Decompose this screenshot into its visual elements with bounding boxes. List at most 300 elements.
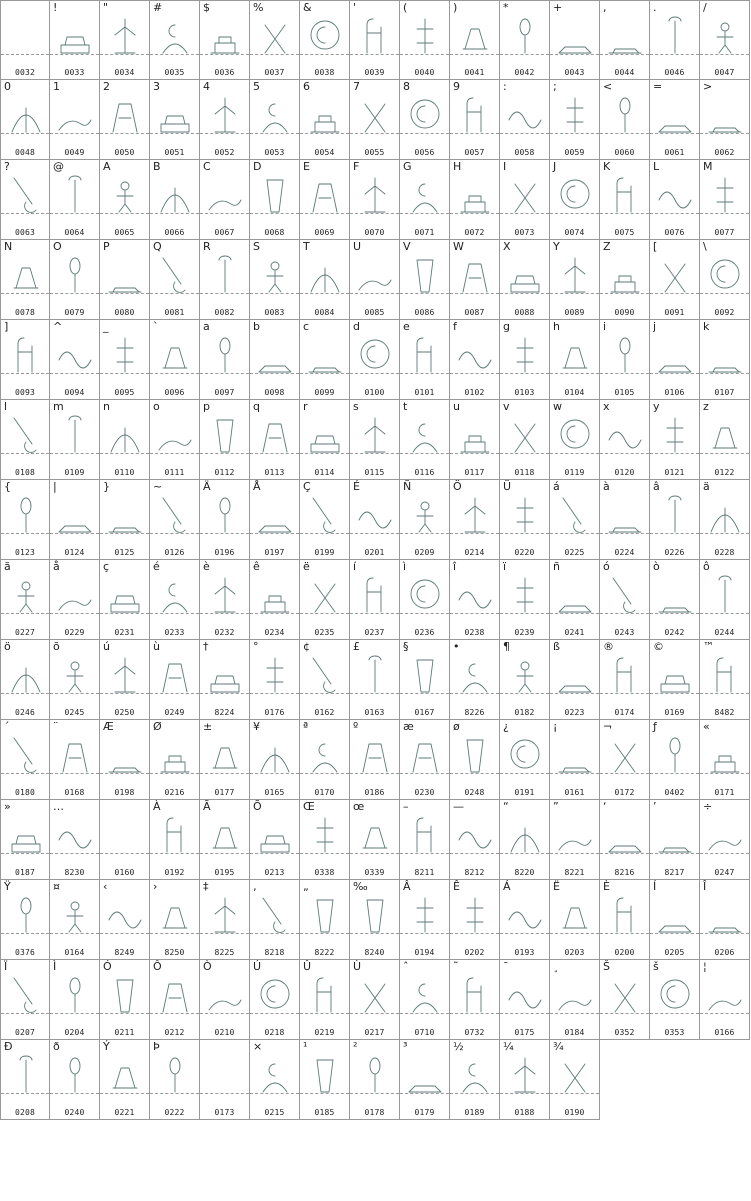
glyph-character: Þ	[153, 1040, 160, 1053]
glyph-code: 0047	[714, 68, 735, 77]
glyph-code: 0077	[714, 228, 735, 237]
glyph-character: ’	[653, 800, 657, 813]
glyph-character: R	[203, 240, 211, 253]
glyph-cell	[250, 400, 300, 480]
hieroglyph-icon	[605, 15, 645, 55]
hieroglyph-icon	[655, 254, 695, 294]
glyph-character: â	[653, 480, 660, 493]
hieroglyph-icon	[55, 254, 95, 294]
hieroglyph-icon	[255, 734, 295, 774]
glyph-code: 0065	[114, 228, 135, 237]
glyph-code: 0170	[314, 788, 335, 797]
glyph-cell	[300, 480, 350, 560]
glyph-code: 0125	[114, 548, 135, 557]
hieroglyph-icon	[705, 814, 745, 854]
baseline	[1, 54, 49, 55]
glyph-cell	[300, 320, 350, 400]
hieroglyph-icon	[505, 814, 545, 854]
hieroglyph-icon	[355, 574, 395, 614]
glyph-character: Ç	[303, 480, 311, 493]
glyph-code: 0242	[664, 628, 685, 637]
glyph-character: Ò	[203, 960, 212, 973]
glyph-character: ó	[603, 560, 610, 573]
hieroglyph-icon	[555, 1054, 595, 1094]
hieroglyph-icon	[55, 1054, 95, 1094]
glyph-character: Æ	[103, 720, 114, 733]
glyph-code: 0219	[314, 1028, 335, 1037]
hieroglyph-icon	[155, 1054, 195, 1094]
glyph-cell	[650, 560, 700, 640]
glyph-character: g	[503, 320, 510, 333]
glyph-character: Õ	[253, 800, 262, 813]
glyph-cell	[150, 0, 200, 80]
glyph-code: 0732	[464, 1028, 485, 1037]
hieroglyph-icon	[405, 894, 445, 934]
glyph-character: ¨	[53, 720, 59, 733]
glyph-code: 0197	[264, 548, 285, 557]
glyph-code: 0194	[414, 948, 435, 957]
glyph-character: ¬	[603, 720, 613, 733]
glyph-code: 0234	[264, 628, 285, 637]
hieroglyph-icon	[555, 414, 595, 454]
glyph-cell	[450, 400, 500, 480]
glyph-cell	[550, 480, 600, 560]
glyph-cell	[250, 560, 300, 640]
glyph-cell	[500, 880, 550, 960]
glyph-code: 0177	[214, 788, 235, 797]
glyph-cell	[600, 160, 650, 240]
glyph-cell	[300, 240, 350, 320]
hieroglyph-icon	[405, 15, 445, 55]
hieroglyph-icon	[6, 94, 46, 134]
glyph-code: 0180	[14, 788, 36, 797]
glyph-code: 0107	[714, 388, 735, 397]
hieroglyph-icon	[405, 654, 445, 694]
hieroglyph-icon	[455, 94, 495, 134]
glyph-code: 0214	[464, 548, 485, 557]
glyph-character: ò	[653, 560, 660, 573]
hieroglyph-icon	[255, 894, 295, 934]
hieroglyph-icon	[605, 494, 645, 534]
hieroglyph-icon	[205, 734, 245, 774]
glyph-cell	[250, 160, 300, 240]
glyph-character: f	[453, 320, 457, 333]
glyph-code: 0189	[464, 1108, 485, 1117]
hieroglyph-icon	[55, 974, 95, 1014]
hieroglyph-icon	[305, 174, 345, 214]
hieroglyph-icon	[555, 334, 595, 374]
hieroglyph-icon	[305, 254, 345, 294]
glyph-cell	[100, 400, 150, 480]
hieroglyph-icon	[505, 654, 545, 694]
glyph-character: Y	[553, 240, 560, 253]
glyph-code: 0106	[664, 388, 685, 397]
glyph-cell	[650, 320, 700, 400]
glyph-cell	[700, 640, 750, 720]
glyph-code: 0084	[314, 308, 335, 317]
glyph-code: 0250	[114, 708, 135, 717]
glyph-code: 0184	[564, 1028, 585, 1037]
hieroglyph-icon	[55, 94, 95, 134]
glyph-cell	[250, 960, 300, 1040]
glyph-cell	[400, 0, 450, 80]
hieroglyph-icon	[355, 974, 395, 1014]
hieroglyph-icon	[355, 174, 395, 214]
glyph-cell	[200, 880, 250, 960]
glyph-cell	[0, 560, 50, 640]
hieroglyph-icon	[205, 574, 245, 614]
glyph-character: 4	[203, 80, 210, 93]
hieroglyph-icon	[605, 414, 645, 454]
hieroglyph-icon	[705, 574, 745, 614]
hieroglyph-icon	[105, 94, 145, 134]
glyph-code: 0247	[714, 868, 735, 877]
glyph-code: 0238	[464, 628, 485, 637]
glyph-cell	[700, 80, 750, 160]
glyph-cell	[400, 1040, 450, 1120]
glyph-cell	[650, 160, 700, 240]
glyph-code: 0215	[264, 1108, 285, 1117]
glyph-character: Ö	[453, 480, 462, 493]
glyph-cell	[50, 320, 100, 400]
glyph-cell	[500, 320, 550, 400]
hieroglyph-icon	[305, 574, 345, 614]
glyph-cell	[150, 640, 200, 720]
hieroglyph-icon	[205, 414, 245, 454]
hieroglyph-icon	[605, 734, 645, 774]
glyph-cell	[350, 80, 400, 160]
glyph-code: 0099	[314, 388, 335, 397]
hieroglyph-icon	[355, 814, 395, 854]
glyph-cell	[250, 80, 300, 160]
glyph-character: é	[153, 560, 160, 573]
glyph-character: ª	[303, 720, 309, 733]
glyph-code: 0376	[14, 948, 36, 957]
glyph-code: 0174	[614, 708, 635, 717]
glyph-character: ƒ	[653, 720, 657, 733]
glyph-code: 0239	[514, 628, 535, 637]
glyph-character: [	[653, 240, 658, 253]
glyph-character: t	[403, 400, 408, 413]
hieroglyph-icon	[205, 94, 245, 134]
glyph-cell	[450, 720, 500, 800]
glyph-code: 0208	[14, 1108, 36, 1117]
glyph-cell	[300, 640, 350, 720]
glyph-cell	[450, 80, 500, 160]
glyph-code: 0162	[314, 708, 335, 717]
glyph-code: 8482	[714, 708, 735, 717]
glyph-code: 0050	[114, 148, 135, 157]
glyph-character: ”	[553, 800, 559, 813]
hieroglyph-icon	[505, 734, 545, 774]
glyph-character: ]	[4, 320, 9, 333]
glyph-character: #	[153, 1, 163, 14]
glyph-character: Z	[603, 240, 611, 253]
glyph-character: «	[703, 720, 710, 733]
glyph-character: ê	[253, 560, 260, 573]
glyph-cell	[550, 640, 600, 720]
glyph-cell	[50, 480, 100, 560]
glyph-cell	[50, 160, 100, 240]
glyph-cell	[150, 880, 200, 960]
glyph-code: 0081	[164, 308, 185, 317]
glyph-cell	[200, 80, 250, 160]
glyph-character: !	[53, 1, 58, 14]
glyph-cell	[600, 880, 650, 960]
glyph-code: 0353	[664, 1028, 685, 1037]
glyph-code: 0241	[564, 628, 585, 637]
glyph-cell	[300, 400, 350, 480]
glyph-character: '	[353, 1, 357, 14]
hieroglyph-icon	[705, 15, 745, 55]
glyph-code: 0070	[364, 228, 385, 237]
glyph-character: l	[4, 400, 8, 413]
glyph-cell	[700, 720, 750, 800]
glyph-cell	[300, 960, 350, 1040]
hieroglyph-icon	[255, 1054, 295, 1094]
glyph-character: ®	[603, 640, 614, 653]
glyph-cell	[50, 1040, 100, 1120]
glyph-code: 0202	[464, 948, 485, 957]
glyph-character: ä	[703, 480, 710, 493]
glyph-cell	[250, 320, 300, 400]
glyph-code: 0206	[714, 948, 735, 957]
glyph-code: 0054	[314, 148, 335, 157]
glyph-cell	[500, 160, 550, 240]
hieroglyph-icon	[55, 814, 95, 854]
glyph-cell	[200, 400, 250, 480]
glyph-character: K	[603, 160, 611, 173]
glyph-cell	[250, 880, 300, 960]
glyph-cell	[150, 80, 200, 160]
glyph-character: 3	[153, 80, 160, 93]
hieroglyph-icon	[205, 654, 245, 694]
glyph-code: 0118	[514, 468, 535, 477]
hieroglyph-icon	[605, 974, 645, 1014]
glyph-cell	[400, 880, 450, 960]
glyph-code: 0112	[214, 468, 235, 477]
glyph-code: 0061	[664, 148, 685, 157]
glyph-cell	[250, 0, 300, 80]
glyph-cell	[300, 720, 350, 800]
glyph-code: 0176	[264, 708, 285, 717]
glyph-cell	[0, 400, 50, 480]
hieroglyph-icon	[105, 574, 145, 614]
hieroglyph-icon	[355, 334, 395, 374]
glyph-code: 0123	[14, 548, 36, 557]
glyph-code: 0104	[564, 388, 585, 397]
glyph-code: 8240	[364, 948, 385, 957]
glyph-cell	[700, 320, 750, 400]
glyph-character: C	[203, 160, 211, 173]
hieroglyph-icon	[455, 174, 495, 214]
hieroglyph-icon	[555, 654, 595, 694]
glyph-character: ²	[353, 1040, 358, 1053]
glyph-character: •	[453, 640, 460, 653]
glyph-character: X	[503, 240, 511, 253]
glyph-cell	[700, 880, 750, 960]
glyph-cell	[300, 800, 350, 880]
glyph-character: ±	[203, 720, 213, 733]
glyph-code: 0116	[414, 468, 435, 477]
hieroglyph-icon	[505, 894, 545, 934]
hieroglyph-icon	[605, 174, 645, 214]
glyph-cell	[400, 560, 450, 640]
hieroglyph-icon	[655, 94, 695, 134]
glyph-cell	[0, 0, 50, 80]
hieroglyph-icon	[6, 974, 46, 1014]
glyph-cell	[400, 640, 450, 720]
glyph-code: 0058	[514, 148, 535, 157]
glyph-cell	[250, 720, 300, 800]
glyph-cell	[550, 160, 600, 240]
glyph-code: 0038	[314, 68, 335, 77]
glyph-code: 0102	[464, 388, 485, 397]
glyph-code: 0352	[614, 1028, 635, 1037]
glyph-code: 0203	[564, 948, 585, 957]
glyph-code: 0191	[514, 788, 535, 797]
glyph-character: m	[53, 400, 64, 413]
hieroglyph-icon	[305, 334, 345, 374]
glyph-code: 0034	[114, 68, 135, 77]
glyph-cell	[450, 640, 500, 720]
hieroglyph-icon	[405, 734, 445, 774]
glyph-cell	[0, 240, 50, 320]
glyph-code: 0167	[414, 708, 435, 717]
glyph-character: E	[303, 160, 310, 173]
glyph-character: U	[353, 240, 362, 253]
glyph-character: {	[4, 480, 11, 493]
glyph-cell	[500, 240, 550, 320]
hieroglyph-icon	[705, 654, 745, 694]
glyph-character: (	[403, 1, 408, 14]
glyph-character: p	[203, 400, 210, 413]
glyph-character: @	[53, 160, 64, 173]
glyph-character: ‡	[203, 880, 209, 893]
glyph-cell	[0, 640, 50, 720]
glyph-cell	[200, 320, 250, 400]
glyph-character: †	[203, 640, 209, 653]
glyph-cell	[250, 240, 300, 320]
glyph-cell	[100, 960, 150, 1040]
glyph-character: =	[653, 80, 663, 93]
glyph-cell	[200, 640, 250, 720]
glyph-cell	[450, 160, 500, 240]
hieroglyph-icon	[355, 894, 395, 934]
glyph-code: 0338	[314, 868, 335, 877]
glyph-character: :	[503, 80, 507, 93]
glyph-character: e	[403, 320, 410, 333]
glyph-cell	[650, 480, 700, 560]
glyph-code: 0232	[214, 628, 235, 637]
hieroglyph-icon	[505, 974, 545, 1014]
glyph-code: 0201	[364, 548, 385, 557]
glyph-code: 8217	[664, 868, 685, 877]
glyph-cell	[300, 1040, 350, 1120]
glyph-character: S	[253, 240, 260, 253]
glyph-character: ¡	[553, 720, 558, 733]
glyph-character: ½	[453, 1040, 464, 1053]
glyph-code: 0339	[364, 868, 385, 877]
glyph-cell	[550, 240, 600, 320]
hieroglyph-icon	[255, 254, 295, 294]
glyph-cell	[550, 960, 600, 1040]
hieroglyph-icon	[305, 1054, 345, 1094]
glyph-cell	[400, 320, 450, 400]
glyph-cell	[600, 960, 650, 1040]
glyph-code: 0094	[64, 388, 85, 397]
glyph-code: 0223	[564, 708, 585, 717]
hieroglyph-icon	[255, 334, 295, 374]
glyph-character: Â	[403, 880, 411, 893]
hieroglyph-icon	[505, 15, 545, 55]
hieroglyph-icon	[405, 814, 445, 854]
glyph-character: |	[53, 480, 57, 493]
glyph-code: 0071	[414, 228, 435, 237]
glyph-character: ‹	[103, 880, 108, 893]
hieroglyph-icon	[405, 254, 445, 294]
glyph-character: Ô	[153, 960, 162, 973]
glyph-code: 0227	[14, 628, 36, 637]
glyph-cell	[600, 80, 650, 160]
glyph-cell	[100, 720, 150, 800]
hieroglyph-icon	[305, 894, 345, 934]
glyph-character: O	[53, 240, 62, 253]
hieroglyph-icon	[405, 414, 445, 454]
hieroglyph-icon	[605, 894, 645, 934]
glyph-code: 0042	[514, 68, 535, 77]
hieroglyph-icon	[305, 974, 345, 1014]
glyph-character: á	[553, 480, 560, 493]
glyph-character: ´	[4, 720, 10, 733]
hieroglyph-icon	[6, 734, 46, 774]
hieroglyph-icon	[255, 574, 295, 614]
glyph-character: É	[353, 480, 360, 493]
glyph-code: 0120	[614, 468, 635, 477]
glyph-character: Ó	[103, 960, 112, 973]
hieroglyph-icon	[55, 15, 95, 55]
glyph-cell	[500, 800, 550, 880]
hieroglyph-icon	[205, 974, 245, 1014]
hieroglyph-icon	[55, 414, 95, 454]
glyph-character: M	[703, 160, 713, 173]
glyph-character: Á	[503, 880, 511, 893]
glyph-code: 0090	[614, 308, 635, 317]
glyph-character: °	[253, 640, 259, 653]
glyph-code: 0204	[64, 1028, 85, 1037]
glyph-cell	[350, 720, 400, 800]
glyph-character: º	[353, 720, 359, 733]
hieroglyph-icon	[205, 894, 245, 934]
hieroglyph-icon	[705, 94, 745, 134]
glyph-code: 0052	[214, 148, 235, 157]
glyph-cell	[0, 800, 50, 880]
glyph-code: 0199	[314, 548, 335, 557]
glyph-cell	[500, 1040, 550, 1120]
glyph-cell	[550, 720, 600, 800]
glyph-character: Ì	[53, 960, 57, 973]
glyph-code: 8220	[514, 868, 535, 877]
glyph-cell	[650, 880, 700, 960]
glyph-code: 0212	[164, 1028, 185, 1037]
hieroglyph-icon	[505, 1054, 545, 1094]
glyph-cell	[150, 160, 200, 240]
glyph-code: 0117	[464, 468, 485, 477]
hieroglyph-icon	[6, 894, 46, 934]
glyph-cell	[300, 560, 350, 640]
glyph-character: Ï	[4, 960, 8, 973]
glyph-cell	[0, 880, 50, 960]
